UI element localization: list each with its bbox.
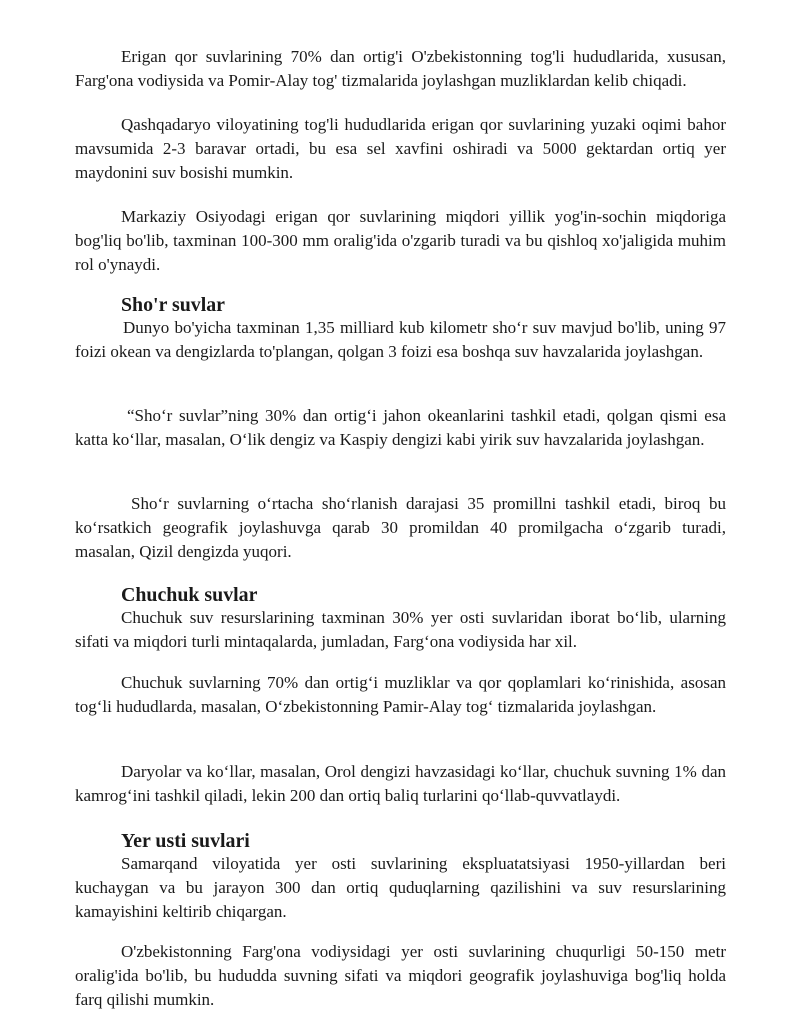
section-heading-surface-water: Yer usti suvlari	[121, 830, 250, 852]
section-heading-salt-water: Sho'r suvlar	[121, 294, 226, 316]
paragraph-samarkand-groundwater: Samarqand viloyatida yer osti suvlarining ekspluatatsiyasi 1950-yillardan beri kuchaygan va bu jarayon 300 dan ortiq quduqlarning qazilishini va suv resurslarining kamayishini keltirib chiqargan.	[75, 854, 726, 921]
paragraph-kashkadarya-runoff: Qashqadaryo viloyatining tog'li hududlarida erigan qor suvlarining yuzaki oqimi bahor mavsumida 2-3 baravar ortadi, bu esa sel xavfini oshiradi va 5000 gektardan ortiq yer maydonini suv bosishi mumkin.	[75, 115, 726, 182]
paragraph-world-salt-water: Dunyo bo'yicha taxminan 1,35 milliard kub kilometr sho‘r suv mavjud bo'lib, uning 97 foizi okean va dengizlarda to'plangan, qolgan 3 foizi esa boshqa suv havzalarida joylashgan.	[75, 318, 726, 361]
paragraph-rivers-lakes: Daryolar va ko‘llar, masalan, Orol dengizi havzasidagi ko‘llar, chuchuk suvning 1% dan kamrog‘ini tashkil qiladi, lekin 200 dan ortiq baliq turlarini qo‘llab-quvvatlaydi.	[75, 762, 726, 805]
paragraph-fergana-groundwater: O'zbekistonning Farg'ona vodiysidagi yer osti suvlarining chuqurligi 50-150 metr oralig'ida bo'lib, bu hududda suvning sifati va miqdori geografik joylashuviga bog'liq holda farq qilishi mumkin.	[75, 942, 726, 1009]
paragraph-fresh-groundwater: Chuchuk suv resurslarining taxminan 30% yer osti suvlaridan iborat bo‘lib, ularning sifati va miqdori turli mintaqalarda, jumladan, Farg‘ona vodiysida har xil.	[75, 608, 726, 651]
section-heading-fresh-water: Chuchuk suvlar	[121, 584, 258, 606]
paragraph-central-asia-meltwater: Markaziy Osiyodagi erigan qor suvlarining miqdori yillik yog'in-sochin miqdoriga bog'liq bo'lib, taxminan 100-300 mm oralig'ida o'zgarib turadi va bu qishloq xo'jaligida muhim rol o'ynaydi.	[75, 207, 726, 274]
paragraph-salt-water-oceans: “Sho‘r suvlar”ning 30% dan ortig‘i jahon okeanlarini tashkil etadi, qolgan qismi esa katta ko‘llar, masalan, O‘lik dengiz va Kaspiy dengizi kabi yirik suv havzalarida joylashgan.	[75, 406, 726, 449]
paragraph-salinity: Sho‘r suvlarning o‘rtacha sho‘rlanish darajasi 35 promillni tashkil etadi, biroq bu ko‘rsatkich geografik joylashuvga qarab 30 promildan 40 promilgacha o‘zgarib turadi, masalan, Qizil dengizda yuqori.	[75, 494, 726, 561]
paragraph-fresh-glaciers: Chuchuk suvlarning 70% dan ortig‘i muzliklar va qor qoplamlari ko‘rinishida, asosan tog‘li hududlarda, masalan, O‘zbekistonning Pamir-Alay tog‘ tizmalarida joylashgan.	[75, 673, 726, 716]
paragraph-meltwater-glaciers: Erigan qor suvlarining 70% dan ortig'i O'zbekistonning tog'li hududlarida, xususan, Farg'ona vodiysida va Pomir-Alay tog' tizmalarida joylashgan muzliklardan kelib chiqadi.	[75, 47, 726, 90]
